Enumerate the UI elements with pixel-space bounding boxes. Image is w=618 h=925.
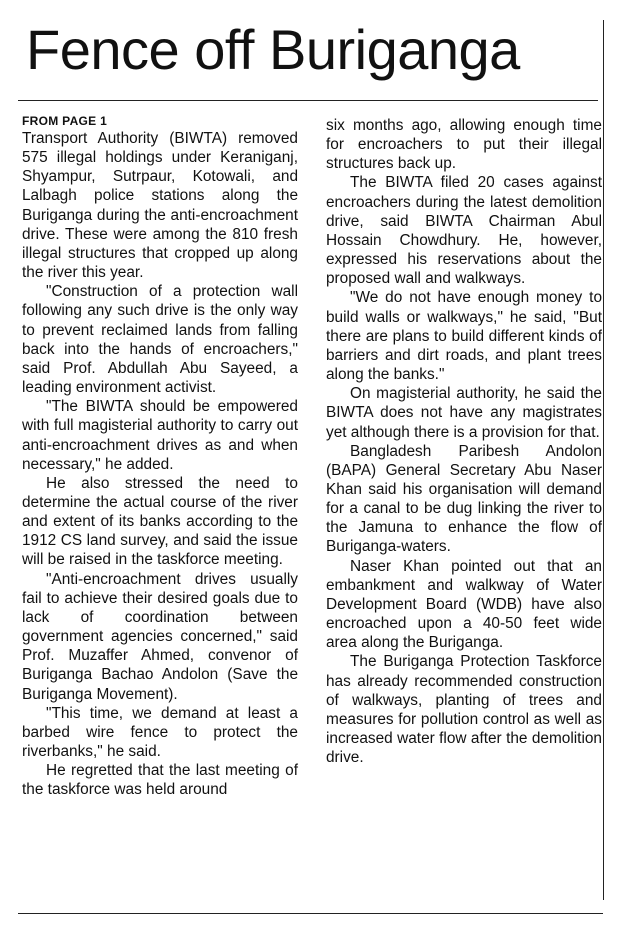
- kicker: FROM PAGE 1: [22, 114, 108, 128]
- paragraph: The Buriganga Protection Taskforce has already recommended construction of walkways, planting of trees and measures for pollution control as well as increased water flow after the demolition drive.: [326, 653, 602, 767]
- paragraph: "The BIWTA should be empowered with full magisterial authority to carry out anti-encroachment drives as and when necessary," he added.: [22, 398, 298, 473]
- paragraph: "Anti-encroachment drives usually fail to achieve their desired goals due to lack of coordination between government agencies concerned," said Prof. Muzaffer Ahmed, convenor of Buriganga Bachao Andolon (Save the Buriganga Movement).: [22, 570, 298, 703]
- paragraph: He regretted that the last meeting of the taskforce was held around: [22, 762, 298, 799]
- paragraph: "We do not have enough money to build walls or walkways," he said, "But there are plans to build different kinds of barriers and dirt roads, and plant trees along the banks.": [326, 289, 602, 384]
- paragraph: Transport Authority (BIWTA) removed 575 illegal holdings under Keraniganj, Shyampur, Sutrpaur, Kotowali, and Lalbagh police stations along the Buriganga during the anti-encroachment drive. These were among the 810 fresh illegal structures that cropped up along the river this year.: [22, 130, 298, 282]
- headline: Fence off Buriganga: [26, 18, 520, 81]
- paragraph: "Construction of a protection wall following any such drive is the only way to prevent reclaimed lands from falling back into the hands of encroachers," said Prof. Abdullah Abu Sayeed, a leading environment activist.: [22, 283, 298, 397]
- top-rule: [18, 100, 598, 101]
- left-column: [22, 114, 298, 799]
- paragraph: He also stressed the need to determine the actual course of the river and extent of its banks according to the 1912 CS land survey, and said the issue will be raised in the taskforce meeting.: [22, 474, 298, 569]
- paragraph: Naser Khan pointed out that an embankment and walkway of Water Development Board (WDB) have also encroached upon a 40-50 feet wide area along the Buriganga.: [326, 557, 602, 652]
- right-column-rule: [603, 20, 604, 900]
- right-column: [326, 116, 602, 767]
- paragraph: On magisterial authority, he said the BIWTA does not have any magistrates yet although there is a provision for that.: [326, 385, 602, 441]
- bottom-rule: [18, 913, 603, 914]
- paragraph: "This time, we demand at least a barbed wire fence to protect the riverbanks," he said.: [22, 704, 298, 760]
- paragraph: Bangladesh Paribesh Andolon (BAPA) General Secretary Abu Naser Khan said his organisation will demand for a canal to be dug linking the river to the Jamuna to enhance the flow of Buriganga-waters.: [326, 442, 602, 556]
- paragraph: The BIWTA filed 20 cases against encroachers during the latest demolition drive, said BIWTA Chairman Abul Hossain Chowdhury. He, however, expressed his reservations about the proposed wall and walkways.: [326, 174, 602, 288]
- paragraph: six months ago, allowing enough time for encroachers to put their illegal structures back up.: [326, 117, 602, 173]
